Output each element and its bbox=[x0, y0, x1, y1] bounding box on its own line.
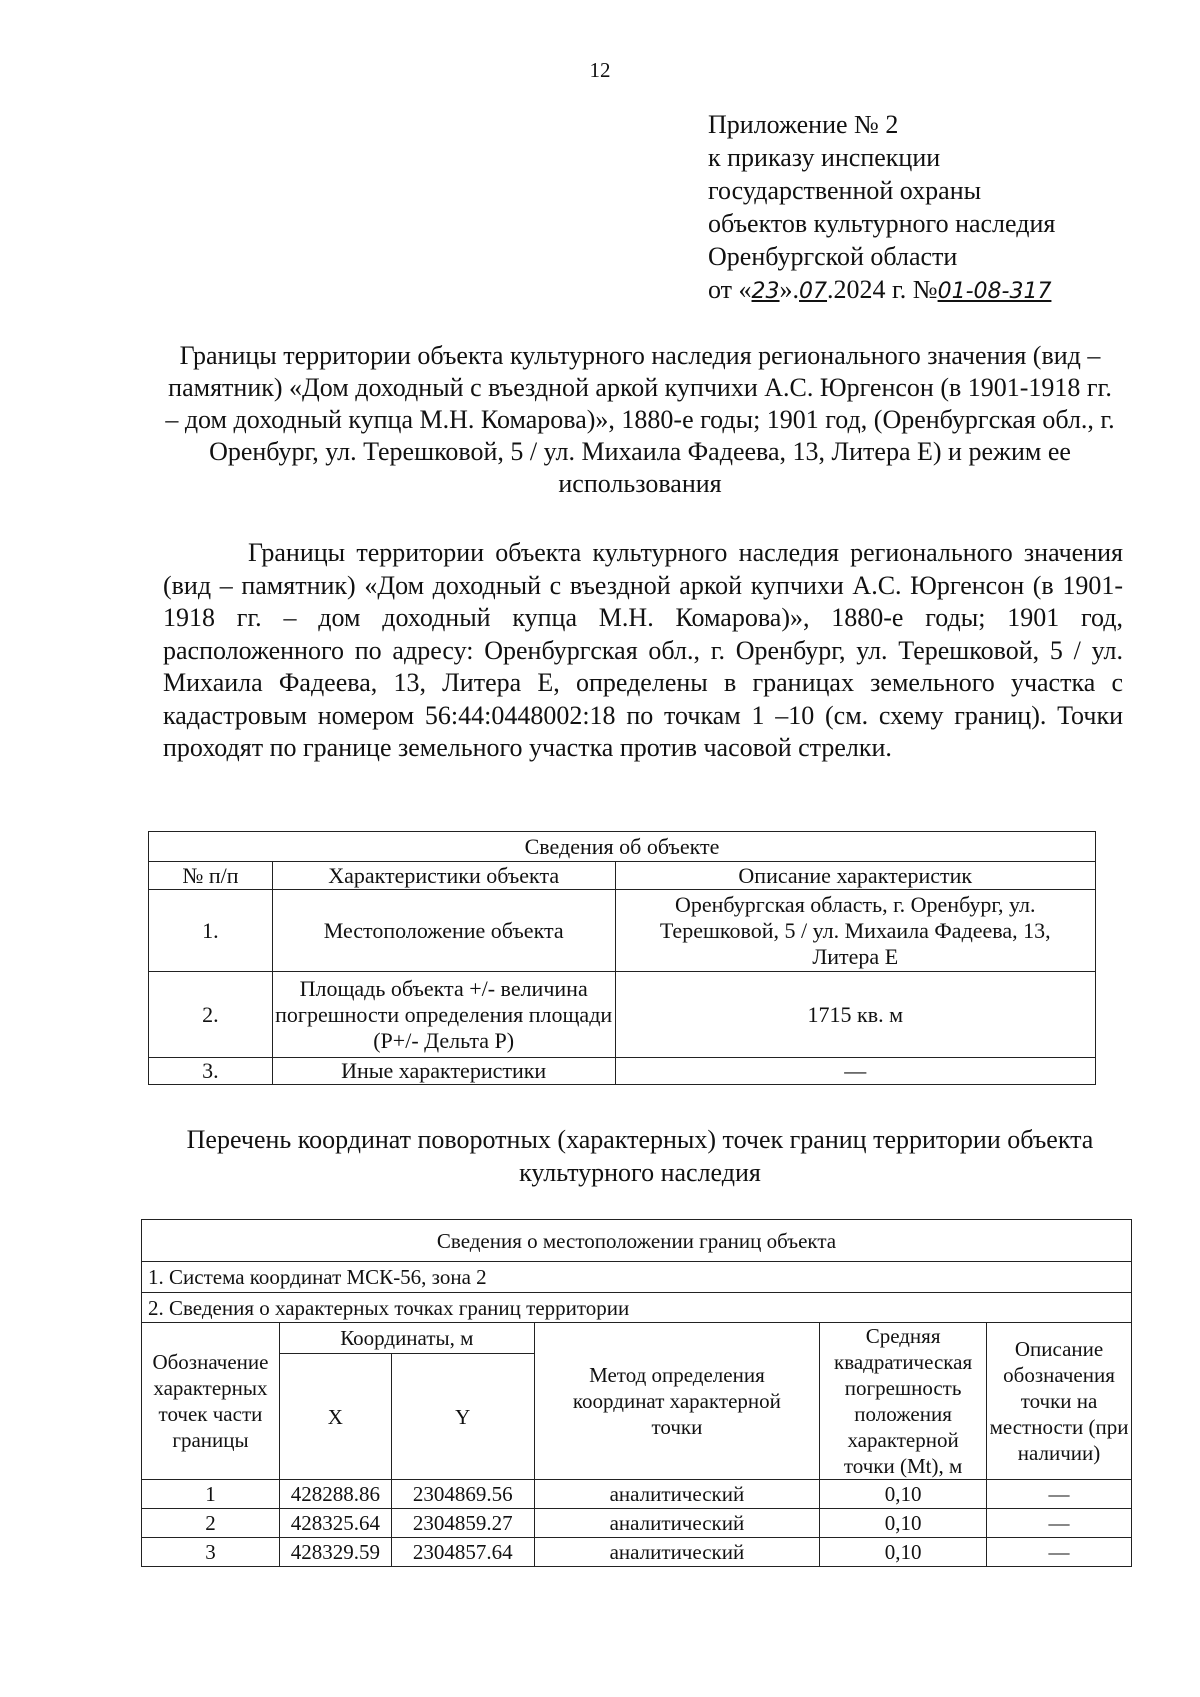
table-row bbox=[149, 890, 1096, 972]
handwritten-order-number: 01-08-317 bbox=[937, 279, 1052, 304]
table-row bbox=[149, 972, 1096, 1058]
point-description: — bbox=[987, 1480, 1132, 1509]
object-table-caption: Сведения об объекте bbox=[149, 832, 1096, 862]
point-y: 2304857.64 bbox=[391, 1538, 534, 1567]
table-row bbox=[142, 1480, 1132, 1509]
table-row bbox=[149, 1058, 1096, 1085]
appendix-line: объектов культурного наследия bbox=[708, 209, 1056, 238]
point-description: — bbox=[987, 1509, 1132, 1538]
header-characteristic: Характеристики объекта bbox=[272, 862, 615, 890]
row-description: Оренбургская область, г. Оренбург, ул. Терешковой, 5 / ул. Михаила Фадеева, 13, Литера Е bbox=[615, 890, 1096, 972]
point-description: — bbox=[987, 1538, 1132, 1567]
coordinates-table bbox=[141, 1219, 1132, 1567]
row-number: 2. bbox=[149, 972, 273, 1058]
point-method: аналитический bbox=[534, 1509, 819, 1538]
row-name: Местоположение объекта bbox=[272, 890, 615, 972]
point-id: 2 bbox=[142, 1509, 280, 1538]
point-x: 428325.64 bbox=[279, 1509, 391, 1538]
appendix-line: государственной охраны bbox=[708, 176, 982, 205]
point-error: 0,10 bbox=[820, 1509, 987, 1538]
row-name: Иные характеристики bbox=[272, 1058, 615, 1085]
date-prefix: от « bbox=[708, 275, 752, 304]
point-x: 428288.86 bbox=[279, 1480, 391, 1509]
order-date-line bbox=[708, 273, 1055, 308]
header-method: Метод определения координат характерной точки bbox=[534, 1323, 819, 1480]
page-number: 12 bbox=[589, 58, 611, 82]
coords-section-title: Перечень координат поворотных (характерных) точек границ территории объекта культурного наследия bbox=[186, 1125, 1094, 1187]
row-description: 1715 кв. м bbox=[615, 972, 1096, 1058]
header-error: Средняя квадратическая погрешность положения характерной точки (Mt), м bbox=[820, 1323, 987, 1480]
date-mid: ». bbox=[779, 275, 800, 304]
year-suffix: .2024 г. № bbox=[827, 275, 938, 304]
header-description: Описание характеристик bbox=[615, 862, 1096, 890]
row-description: — bbox=[615, 1058, 1096, 1085]
appendix-header bbox=[708, 108, 1055, 308]
coords-table-caption: Сведения о местоположении границ объекта bbox=[142, 1220, 1132, 1262]
appendix-line: Оренбургской области bbox=[708, 242, 958, 271]
coordinate-system: 1. Система координат МСК-56, зона 2 bbox=[142, 1262, 1132, 1293]
point-error: 0,10 bbox=[820, 1538, 987, 1567]
point-id: 3 bbox=[142, 1538, 280, 1567]
handwritten-day: 23 bbox=[751, 279, 780, 304]
point-error: 0,10 bbox=[820, 1480, 987, 1509]
point-id: 1 bbox=[142, 1480, 280, 1509]
header-designation: Обозначение характерных точек части границы bbox=[142, 1323, 280, 1480]
header-x: X bbox=[279, 1354, 391, 1480]
point-y: 2304859.27 bbox=[391, 1509, 534, 1538]
point-method: аналитический bbox=[534, 1538, 819, 1567]
points-caption: 2. Сведения о характерных точках границ территории bbox=[142, 1293, 1132, 1323]
point-x: 428329.59 bbox=[279, 1538, 391, 1567]
appendix-line: к приказу инспекции bbox=[708, 143, 941, 172]
header-y: Y bbox=[391, 1354, 534, 1480]
row-name: Площадь объекта +/- величина погрешности определения площади (Р+/- Дельта Р) bbox=[272, 972, 615, 1058]
table-row bbox=[142, 1538, 1132, 1567]
row-number: 1. bbox=[149, 890, 273, 972]
body-paragraph: Границы территории объекта культурного наследия регионального значения (вид – памятник) «Дом доходный с въездной аркой купчихи А.С. Юргенсон (в 1901-1918 гг. – дом доходный купца М.Н. Комарова)», 1880-е годы; 1901 год, расположенного по адресу: Оренбургская обл., г. Оренбург, ул. Терешковой, 5 / ул. Михаила Фадеева, 13, Литера Е, определены в границах земельного участка с кадастровым номером 56:44:0448002:18 по точкам 1 –10 (см. схему границ). Точки проходят по границе земельного участка против часовой стрелки. bbox=[163, 538, 1123, 762]
header-number: № п/п bbox=[149, 862, 273, 890]
document-title: Границы территории объекта культурного наследия регионального значения (вид – памятник) «Дом доходный с въездной аркой купчихи А.С. Юргенсон (в 1901-1918 гг. – дом доходный купца М.Н. Комарова)», 1880-е годы; 1901 год, (Оренбургская обл., г. Оренбург, ул. Терешковой, 5 / ул. Михаила Фадеева, 13, Литера Е) и режим ее использования bbox=[165, 341, 1115, 498]
header-coordinates: Координаты, м bbox=[279, 1323, 534, 1354]
appendix-line: Приложение № 2 bbox=[708, 110, 899, 139]
handwritten-month: 07 bbox=[799, 279, 828, 304]
table-row bbox=[142, 1509, 1132, 1538]
row-number: 3. bbox=[149, 1058, 273, 1085]
header-point-description: Описание обозначения точки на местности (при наличии) bbox=[987, 1323, 1132, 1480]
point-method: аналитический bbox=[534, 1480, 819, 1509]
object-info-table bbox=[148, 831, 1096, 1085]
point-y: 2304869.56 bbox=[391, 1480, 534, 1509]
